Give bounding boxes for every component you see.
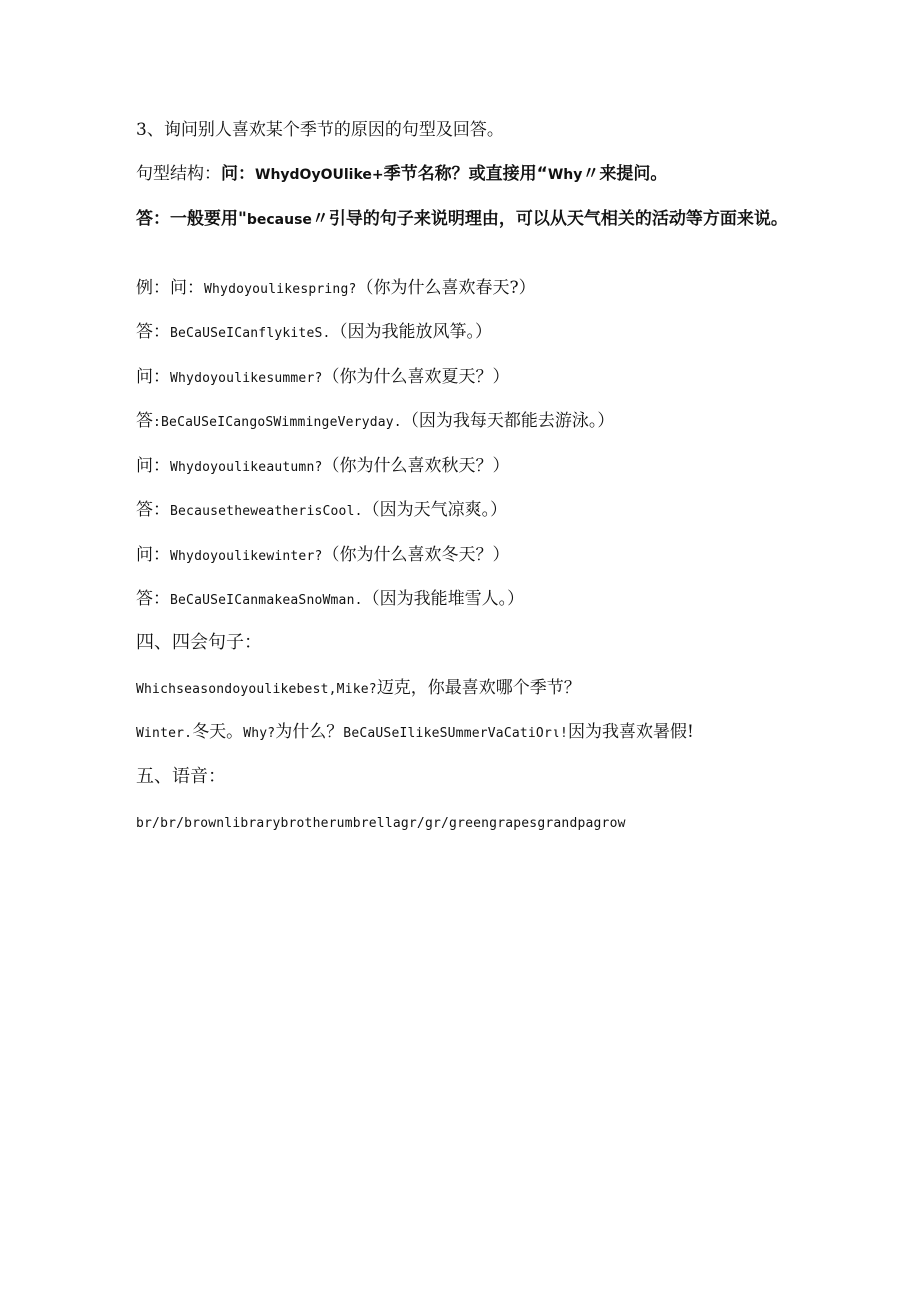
example-line: 答:BeCaUSeICangoSWimmingeVeryday.（因为我每天都能去游泳。） [136, 411, 615, 431]
example-line: 答：BeCaUSeICanmakeaSnoWman.（因为我能堆雪人。） [136, 589, 525, 609]
section-4-title: 四、四会句子： [136, 632, 262, 653]
sentence-structure-line: 句型结构：问：WhydOyOUlike+季节名称？或直接用“Why〃来提问。 [136, 164, 668, 184]
example-line: 答：BecausetheweatherisCool.（因为天气凉爽。） [136, 500, 508, 520]
answer-explanation: 答：一般要用"because〃引导的句子来说明理由，可以从天气相关的活动等方面来说。 [136, 209, 788, 229]
section-3-title: 3、询问别人喜欢某个季节的原因的句型及回答。 [136, 120, 504, 140]
key-sentence-1: Whichseasondoyoulikebest,Mike?迈克，你最喜欢哪个季节？ [136, 678, 581, 698]
key-sentence-2: Winter.冬天。Why?为什么？BeCaUSeIlikeSUmmerVaCatiOrι!因为我喜欢暑假! [136, 722, 694, 742]
example-line: 例：问：Whydoyoulikespring?（你为什么喜欢春天?） [136, 278, 536, 298]
section-5-title: 五、语音： [136, 766, 226, 787]
example-line: 问：Whydoyoulikesummer?（你为什么喜欢夏天？） [136, 367, 510, 387]
example-line: 问：Whydoyoulikeautumn?（你为什么喜欢秋天？） [136, 456, 510, 476]
example-line: 答：BeCaUSeICanflykiteS.（因为我能放风筝。） [136, 322, 493, 342]
example-line: 问：Whydoyoulikewinter?（你为什么喜欢冬天？） [136, 545, 510, 565]
phonics-line: br/br/brownlibrarybrotherumbrellagr/gr/greengrapesgrandpagrow [136, 816, 626, 831]
